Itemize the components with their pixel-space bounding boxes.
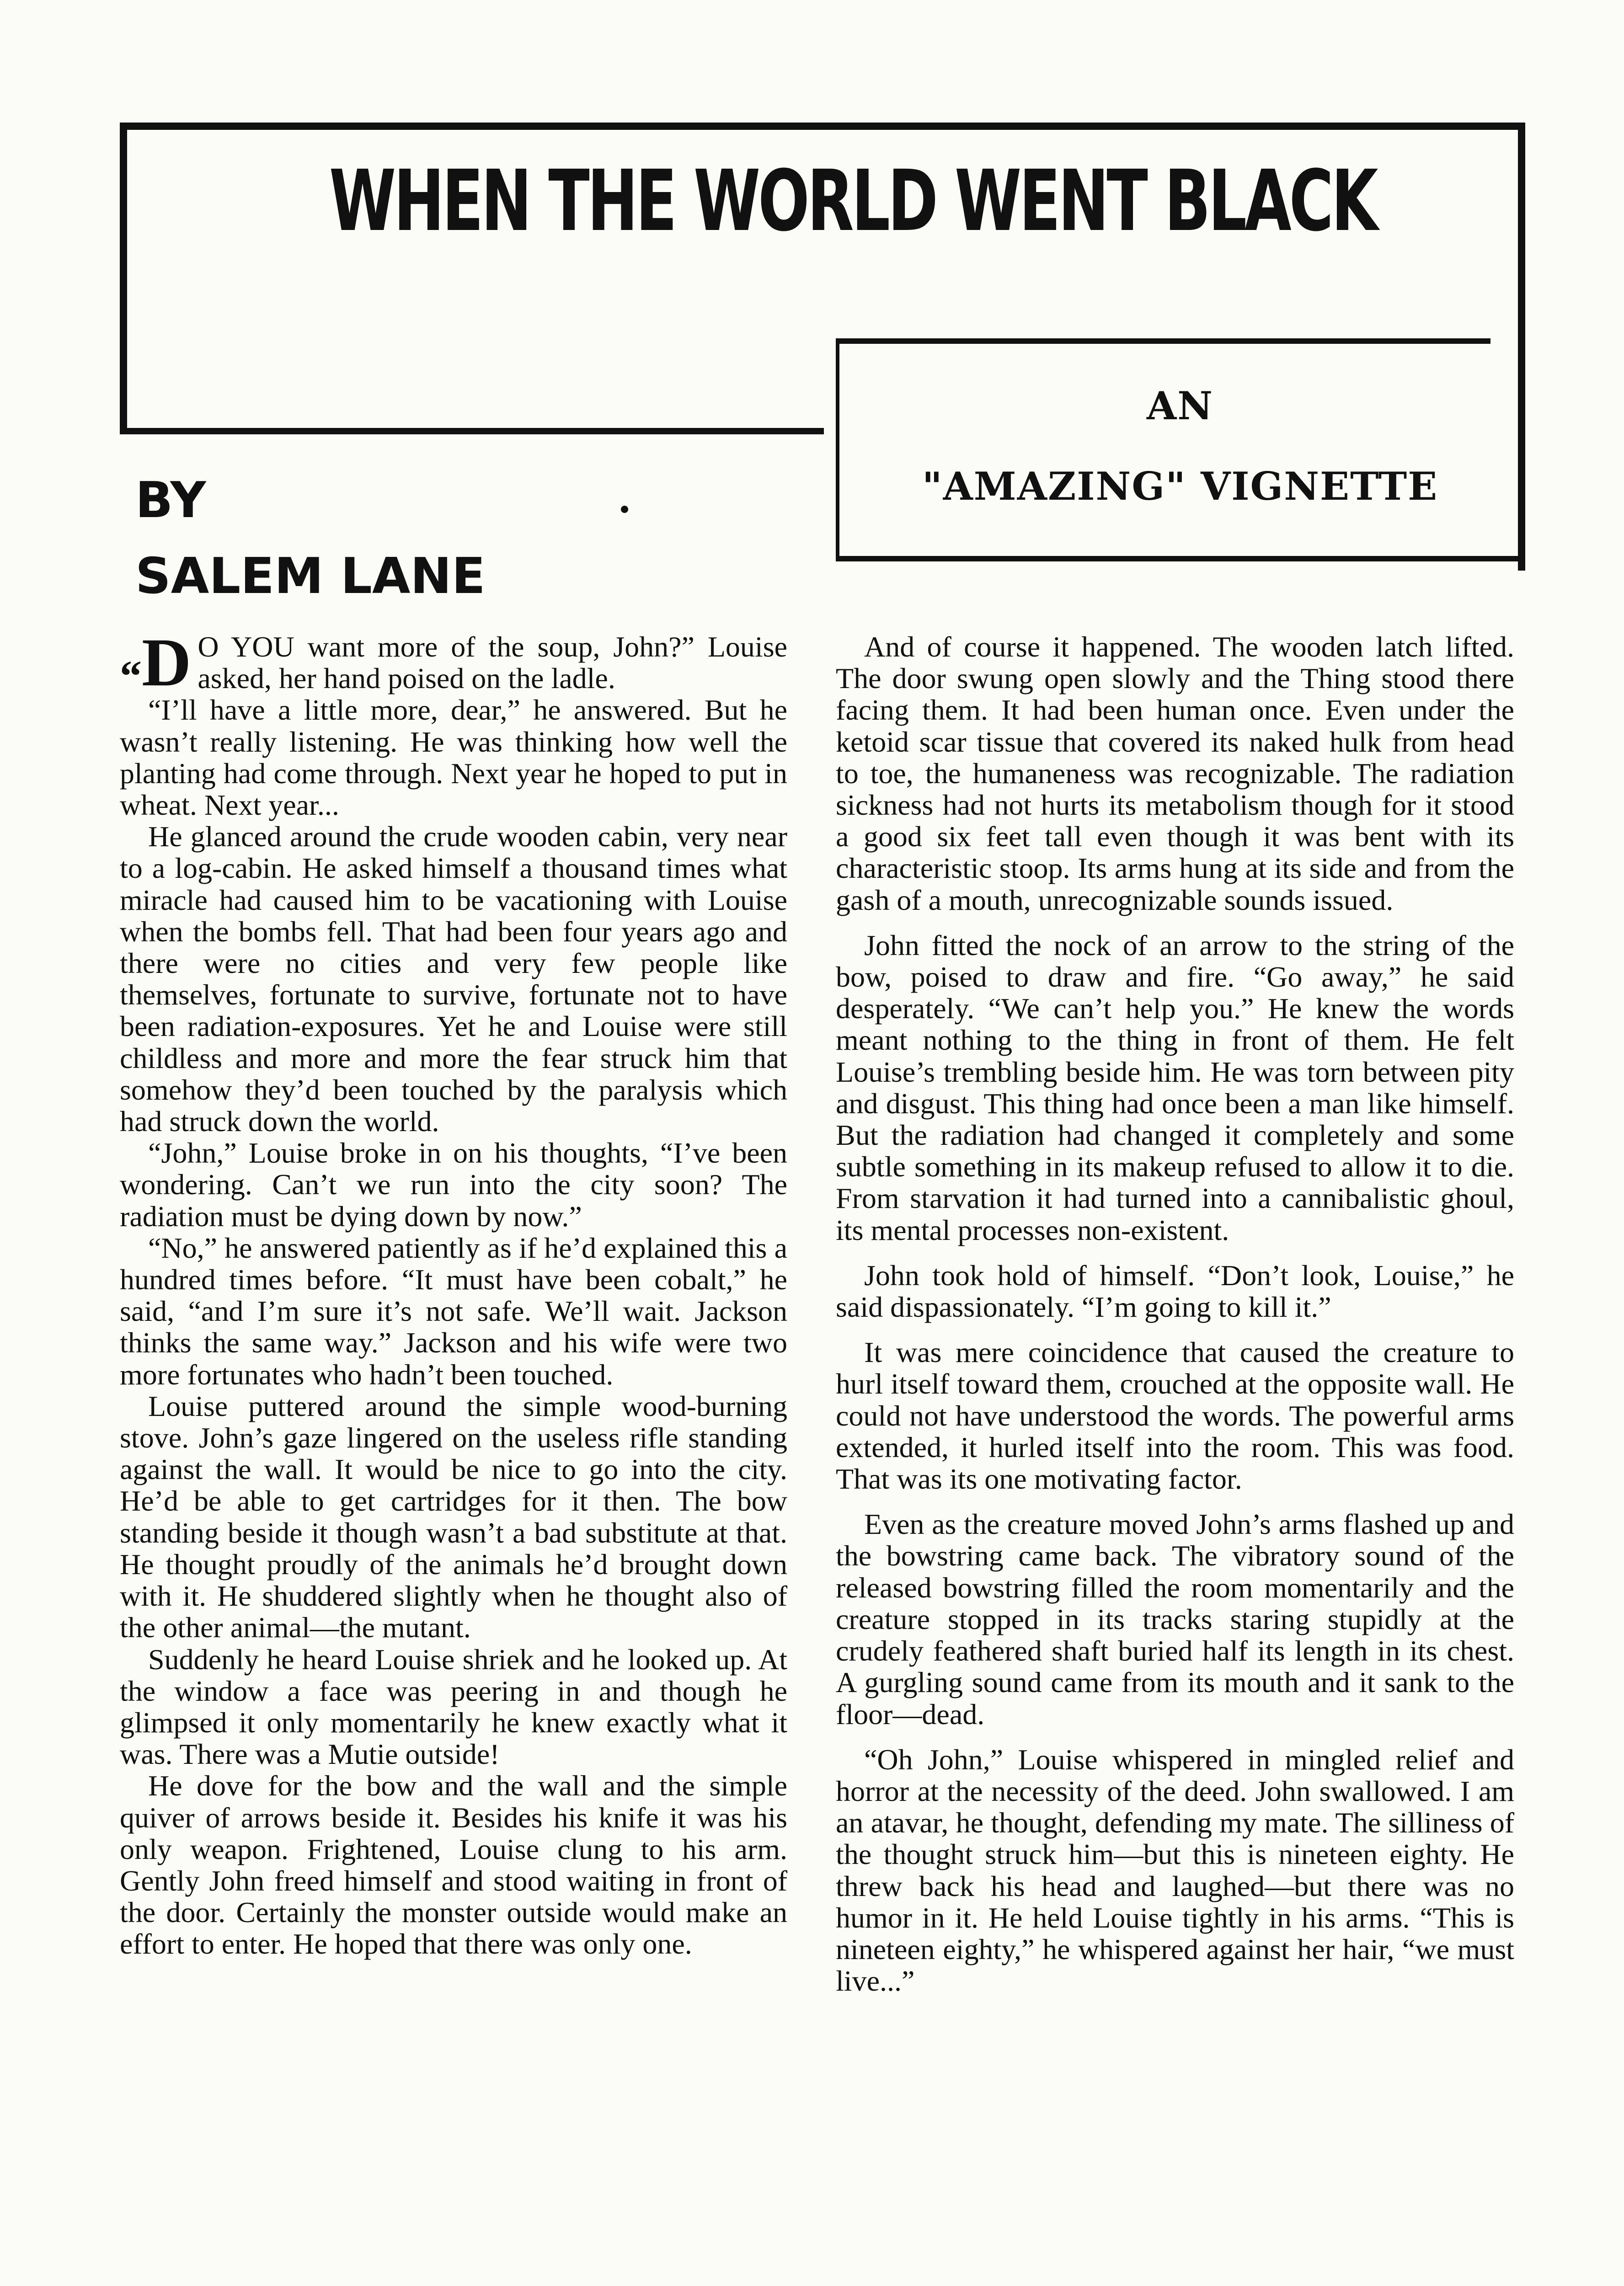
tag-line-an: AN: [1147, 383, 1213, 428]
tag-line-vignette: "AMAZING" VIGNETTE: [922, 464, 1438, 509]
paragraph: “John,” Louise broke in on his thoughts, “I’ve been wondering. Can’t we run into the city soon? The radiation must be dying down by now.”: [120, 1137, 787, 1233]
decorative-dot: [621, 506, 628, 513]
left-text-column: [120, 625, 787, 1960]
paragraph: John fitted the nock of an arrow to the string of the bow, poised to draw and fire. “Go away,” he said desperately. “We can’t help you.” He knew the words meant nothing to the thing in front of them. He felt Louise’s trembling beside him. He was torn between pity and disgust. This thing had once been a man like himself. But the radiation had changed it completely and some subtle something in its makeup refused to allow it to die. From starvation it had turned into a cannibalistic ghoul, its mental processes non-existent.: [836, 929, 1514, 1246]
story-title: WHEN THE WORLD WENT BLACK: [329, 152, 1376, 250]
paragraph: Louise puttered around the simple wood-burning stove. John’s gaze lingered on the useless rifle standing against the wall. It would be nice to go into the city. He’d be able to get cartridges for it then. The bow standing beside it though wasn’t a bad substitute at that. He thought proudly of the animals he’d brought down with it. He shuddered slightly when he thought also of the other animal—the mutant.: [120, 1389, 787, 1644]
title-frame-left-rule: [120, 123, 127, 433]
paragraph: And of course it happened. The wooden latch lifted. The door swung open slowly and the Thing stood there facing them. It had been human once. Even under the ketoid scar tissue that covered its naked hulk from head to toe, the humaneness was recognizable. The radiation sickness had not hurts its metabolism though for it stood a good six feet tall even though it was bent with its characteristic stoop. Its arms hung at its side and from the gash of a mouth, unrecognizable sounds issued.: [836, 630, 1514, 916]
tag-box-top-rule: [836, 338, 1490, 344]
paragraph: Even as the creature moved John’s arms flashed up and the bowstring came back. The vibratory sound of the released bowstring filled the room momentarily and the creature stopped in its tracks staring stupidly at the crudely feathered shaft buried half its length in its chest. A gurgling sound came from its mouth and it sank to the floor—dead.: [836, 1508, 1514, 1731]
byline-by: BY: [135, 472, 206, 529]
paragraph: He glanced around the crude wooden cabin, very near to a log-cabin. He asked himself a thousand times what miracle had caused him to be vacationing with Louise when the bombs fell. That had been four years ago and there were no cities and very few people like themselves, fortunate to survive, fortunate not to have been radiation-exposures. Yet he and Louise were still childless and more and more the fear struck him that somehow they’d been touched by the paralysis which had struck down the world.: [120, 820, 787, 1138]
paragraph: [120, 625, 787, 700]
paragraph: “Oh John,” Louise whispered in mingled relief and horror at the necessity of the deed. John swallowed. I am an atavar, he thought, defending my mate. The silliness of the thought struck him—but this is nineteen eighty. He threw back his head and laughed—but there was no humor in it. He held Louise tightly in his arms. “This is nineteen eighty,” he whispered against her hair, “we must live...”: [836, 1743, 1514, 1998]
opening-quote: “: [120, 652, 142, 700]
drop-cap-letter: D: [142, 625, 192, 700]
paragraph: “I’ll have a little more, dear,” he answered. But he wasn’t really listening. He was thinking how well the planting had come through. Next year he hoped to put in wheat. Next year...: [120, 694, 787, 822]
paragraph: John took hold of himself. “Don’t look, Louise,” he said dispassionately. “I’m going to kill it.”: [836, 1259, 1514, 1324]
title-frame-bottom-rule: [120, 428, 824, 434]
paragraph-text: O YOU want more of the soup, John?” Louise asked, her hand poised on the ladle.: [198, 630, 787, 695]
paragraph: It was mere coincidence that caused the creature to hurl itself toward them, crouched at the opposite wall. He could not have understood the words. The powerful arms extended, it hurled itself into the room. This was food. That was its one motivating factor.: [836, 1336, 1514, 1496]
paragraph: “No,” he answered patiently as if he’d explained this a hundred times before. “It must have been cobalt,” he said, “and I’m sure it’s not safe. We’ll wait. Jackson thinks the same way.” Jackson and his wife were two more fortunates who hadn’t been touched.: [120, 1231, 787, 1391]
right-text-column: [836, 631, 1514, 1997]
paragraph: He dove for the bow and the wall and the simple quiver of arrows beside it. Besides his knife it was his only weapon. Frightened, Louise clung to his arm. Gently John freed himself and stood waiting in front of the door. Certainly the monster outside would make an effort to enter. He hoped that there was only one.: [120, 1769, 787, 1960]
paragraph: Suddenly he heard Louise shriek and he looked up. At the window a face was peering in and though he glimpsed it only momentarily he knew exactly what it was. There was a Mutie outside!: [120, 1643, 787, 1771]
title-frame-top-rule: [120, 123, 1525, 130]
tag-box-bottom-rule: [836, 556, 1525, 561]
drop-cap: [120, 625, 192, 700]
tag-box-left-rule: [836, 338, 839, 560]
byline-author: SALEM LANE: [135, 548, 486, 605]
